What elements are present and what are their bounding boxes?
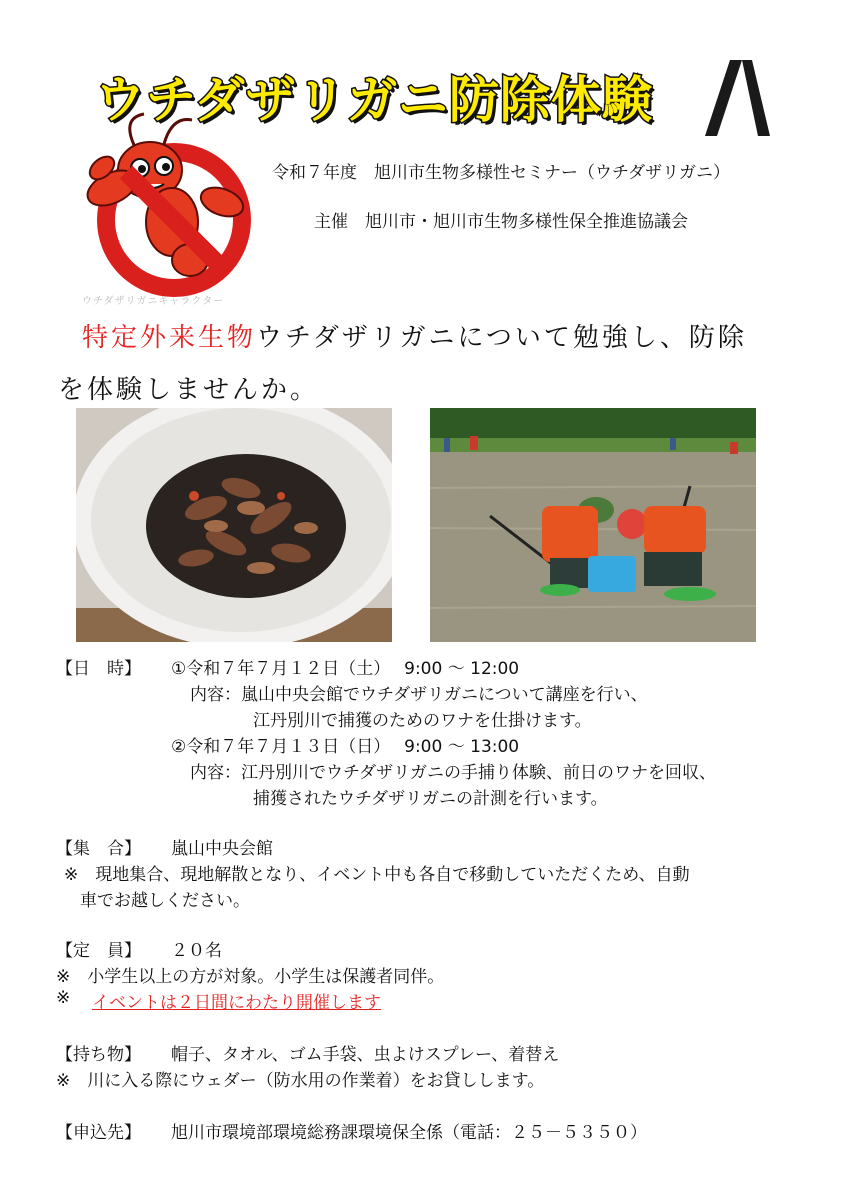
crayfish-bowl-photo <box>76 408 392 642</box>
seminar-title: 令和７年度 旭川市生物多様性セミナー（ウチダザリガニ） <box>272 163 730 183</box>
schedule-day1: ①令和７年７月１２日（土） 9:00 ～ 12:00 <box>171 659 520 679</box>
capacity-note-2: イベントは２日間にわたり開催します <box>92 993 381 1013</box>
schedule-day2-content-1: 内容：江丹別川でウチダザリガニの手捕り体験、前日のワナを回収、 <box>190 763 716 783</box>
meeting-note-2: 車でお越しください。 <box>80 891 250 911</box>
apply-value: 旭川市環境部環境総務課環境保全係（電話：２５－５３５０） <box>171 1123 647 1143</box>
meeting-note-1: ※ 現地集合、現地解散となり、イベント中も各自で移動していただくため、自動 <box>64 865 690 885</box>
organizer: 主催 旭川市・旭川市生物多様性保全推進協議会 <box>314 212 688 232</box>
lead-line1: ウチダザリガニについて勉強し、防除 <box>256 323 747 353</box>
meeting-value: 嵐山中央会館 <box>171 839 273 859</box>
capacity-value: ２０名 <box>171 941 222 961</box>
schedule-day1-content-1: 内容：嵐山中央会館でウチダザリガニについて講座を行い、 <box>190 685 648 705</box>
capacity-note-2-mark: ※ <box>56 988 71 1008</box>
mascot-caption: ウチダザリガニキャラクター <box>82 296 225 307</box>
capacity-note-1: ※ 小学生以上の方が対象。小学生は保護者同伴。 <box>56 967 445 987</box>
belongings-label: 【持ち物】 <box>56 1045 141 1065</box>
schedule-label: 【日 時】 <box>56 659 141 679</box>
logo-icon <box>700 58 770 136</box>
belongings-note: ※ 川に入る際にウェダー（防水用の作業着）をお貸しします。 <box>56 1071 545 1091</box>
lead-highlight: 特定外来生物 <box>82 323 257 353</box>
schedule-day2: ②令和７年７月１３日（日） 9:00 ～ 13:00 <box>171 737 520 757</box>
lead-text <box>58 312 818 416</box>
lead-line2: を体験しませんか。 <box>58 375 320 405</box>
belongings-value: 帽子、タオル、ゴム手袋、虫よけスプレー、着替え <box>171 1045 560 1065</box>
schedule-day2-content-2: 捕獲されたウチダザリガニの計測を行います。 <box>253 789 608 809</box>
crayfish-prohibition-sign <box>72 110 257 300</box>
meeting-label: 【集 合】 <box>56 839 141 859</box>
capacity-label: 【定 員】 <box>56 941 141 961</box>
page-title: ウチダザリガニ防除体験 <box>95 71 653 129</box>
river-activity-photo <box>430 408 756 642</box>
apply-label: 【申込先】 <box>56 1123 141 1143</box>
schedule-day1-content-2: 江丹別川で捕獲のためのワナを仕掛けます。 <box>253 711 592 731</box>
